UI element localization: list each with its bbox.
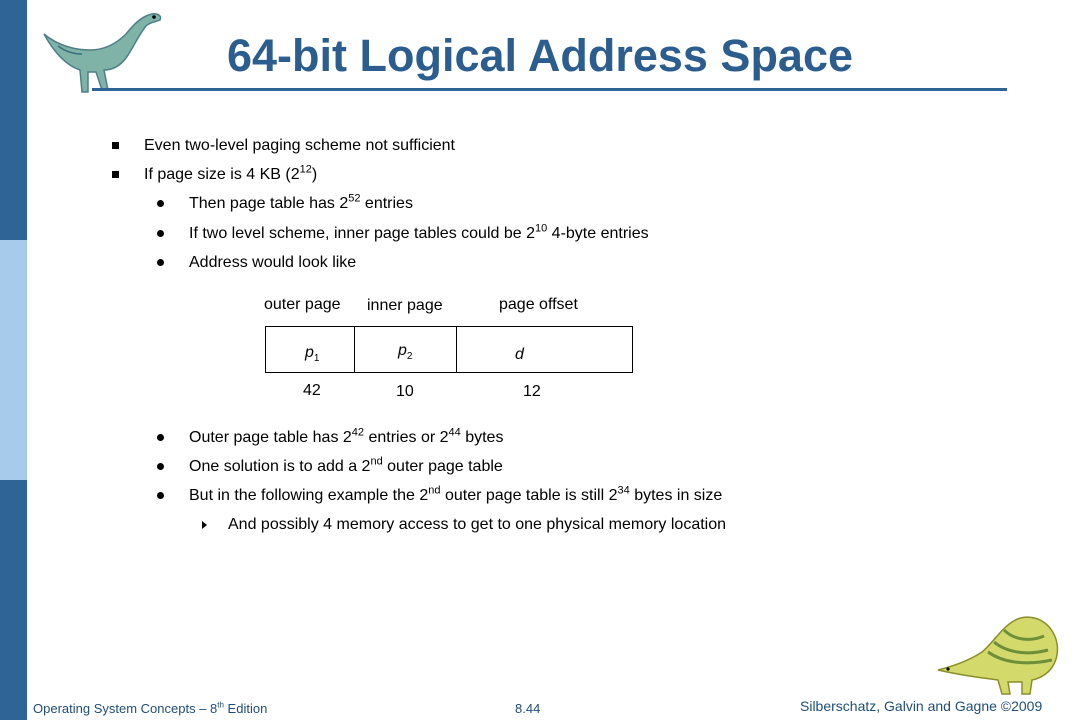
sub-bullet-5 (189, 455, 503, 476)
bullet-dot (157, 259, 164, 266)
bullet-text-2-tail: ) (311, 166, 318, 183)
label-page-offset: page offset (499, 296, 578, 313)
sub-bullet-1-pre: Then page table has 2 (189, 195, 349, 212)
address-divider (354, 326, 355, 373)
bullet-text-2-pre: If page size is 4 KB (2 (144, 166, 300, 183)
sub-bullet-3: Address would look like (189, 254, 357, 271)
exponent: 34 (617, 484, 630, 497)
sub-bullet-1-post: entries (360, 195, 413, 212)
sub-bullet-4-pre: Outer page table has 2 (189, 429, 352, 446)
sub-bullet-2-post: 4-byte entries (547, 225, 649, 242)
address-divider (456, 326, 457, 373)
footer-book-title-post: Edition (223, 701, 268, 716)
bullet-square (112, 171, 119, 178)
left-band-middle (0, 240, 27, 480)
dinosaur-logo-bottom (934, 600, 1074, 698)
field-p2-sub: 2 (406, 351, 413, 363)
bullet-dot (157, 463, 164, 470)
field-p1-sub: 1 (313, 353, 320, 365)
exponent: 12 (299, 163, 312, 176)
dinosaur-logo-top (38, 6, 168, 98)
field-p1-letter: p (305, 344, 314, 361)
sub-bullet-6-mid: outer page table is still 2 (440, 487, 618, 504)
bullet-text-1: Even two-level paging scheme not sufficient (144, 137, 455, 154)
sub-bullet-2-pre: If two level scheme, inner page tables could be 2 (189, 225, 535, 242)
size-offset: 12 (523, 383, 541, 400)
footer-book-title-pre: Operating System Concepts – 8 (33, 701, 218, 716)
bullet-square (112, 142, 119, 149)
sub-bullet-4-mid: entries or 2 (364, 429, 449, 446)
bullet-dot (157, 200, 164, 207)
sub-bullet-6-post: bytes in size (629, 487, 723, 504)
bullet-dot (157, 492, 164, 499)
ordinal-suffix: th (217, 700, 224, 710)
field-p1 (305, 344, 319, 364)
sub-bullet-1 (189, 192, 413, 213)
exponent: 44 (448, 426, 461, 439)
exponent: 42 (351, 426, 365, 439)
field-p2 (398, 342, 412, 362)
size-inner: 10 (396, 383, 414, 400)
size-outer: 42 (303, 382, 321, 399)
sub-bullet-5-pre: One solution is to add a 2 (189, 458, 371, 475)
field-p2-letter: p (398, 342, 407, 359)
title-underline (92, 88, 1007, 91)
sub-bullet-6-pre: But in the following example the 2 (189, 487, 429, 504)
left-band-bottom (0, 480, 27, 720)
exponent: 10 (534, 222, 548, 235)
bullet-triangle-icon (202, 521, 207, 529)
sub-bullet-2 (189, 222, 649, 243)
address-box (265, 326, 633, 373)
field-d: d (515, 346, 524, 363)
bullet-dot (157, 230, 164, 237)
sub-bullet-4-post: bytes (460, 429, 504, 446)
sub-bullet-5-post: outer page table (382, 458, 503, 475)
bullet-dot (157, 434, 164, 441)
footer-book-title (33, 701, 267, 716)
ordinal-suffix: nd (370, 455, 383, 468)
footer-page-number: 8.44 (515, 701, 541, 716)
ordinal-suffix: nd (428, 484, 441, 497)
label-outer-page: outer page (264, 296, 341, 313)
sub-bullet-4 (189, 426, 504, 447)
sub-sub-bullet-1: And possibly 4 memory access to get to one physical memory location (228, 516, 727, 533)
slide-title: 64-bit Logical Address Space (226, 30, 854, 81)
sub-bullet-6 (189, 484, 723, 505)
left-band-top (0, 0, 27, 240)
footer-copyright: Silberschatz, Galvin and Gagne ©2009 (800, 698, 1043, 714)
bullet-text-2 (144, 163, 318, 184)
label-inner-page: inner page (367, 297, 443, 314)
exponent: 52 (348, 192, 361, 205)
